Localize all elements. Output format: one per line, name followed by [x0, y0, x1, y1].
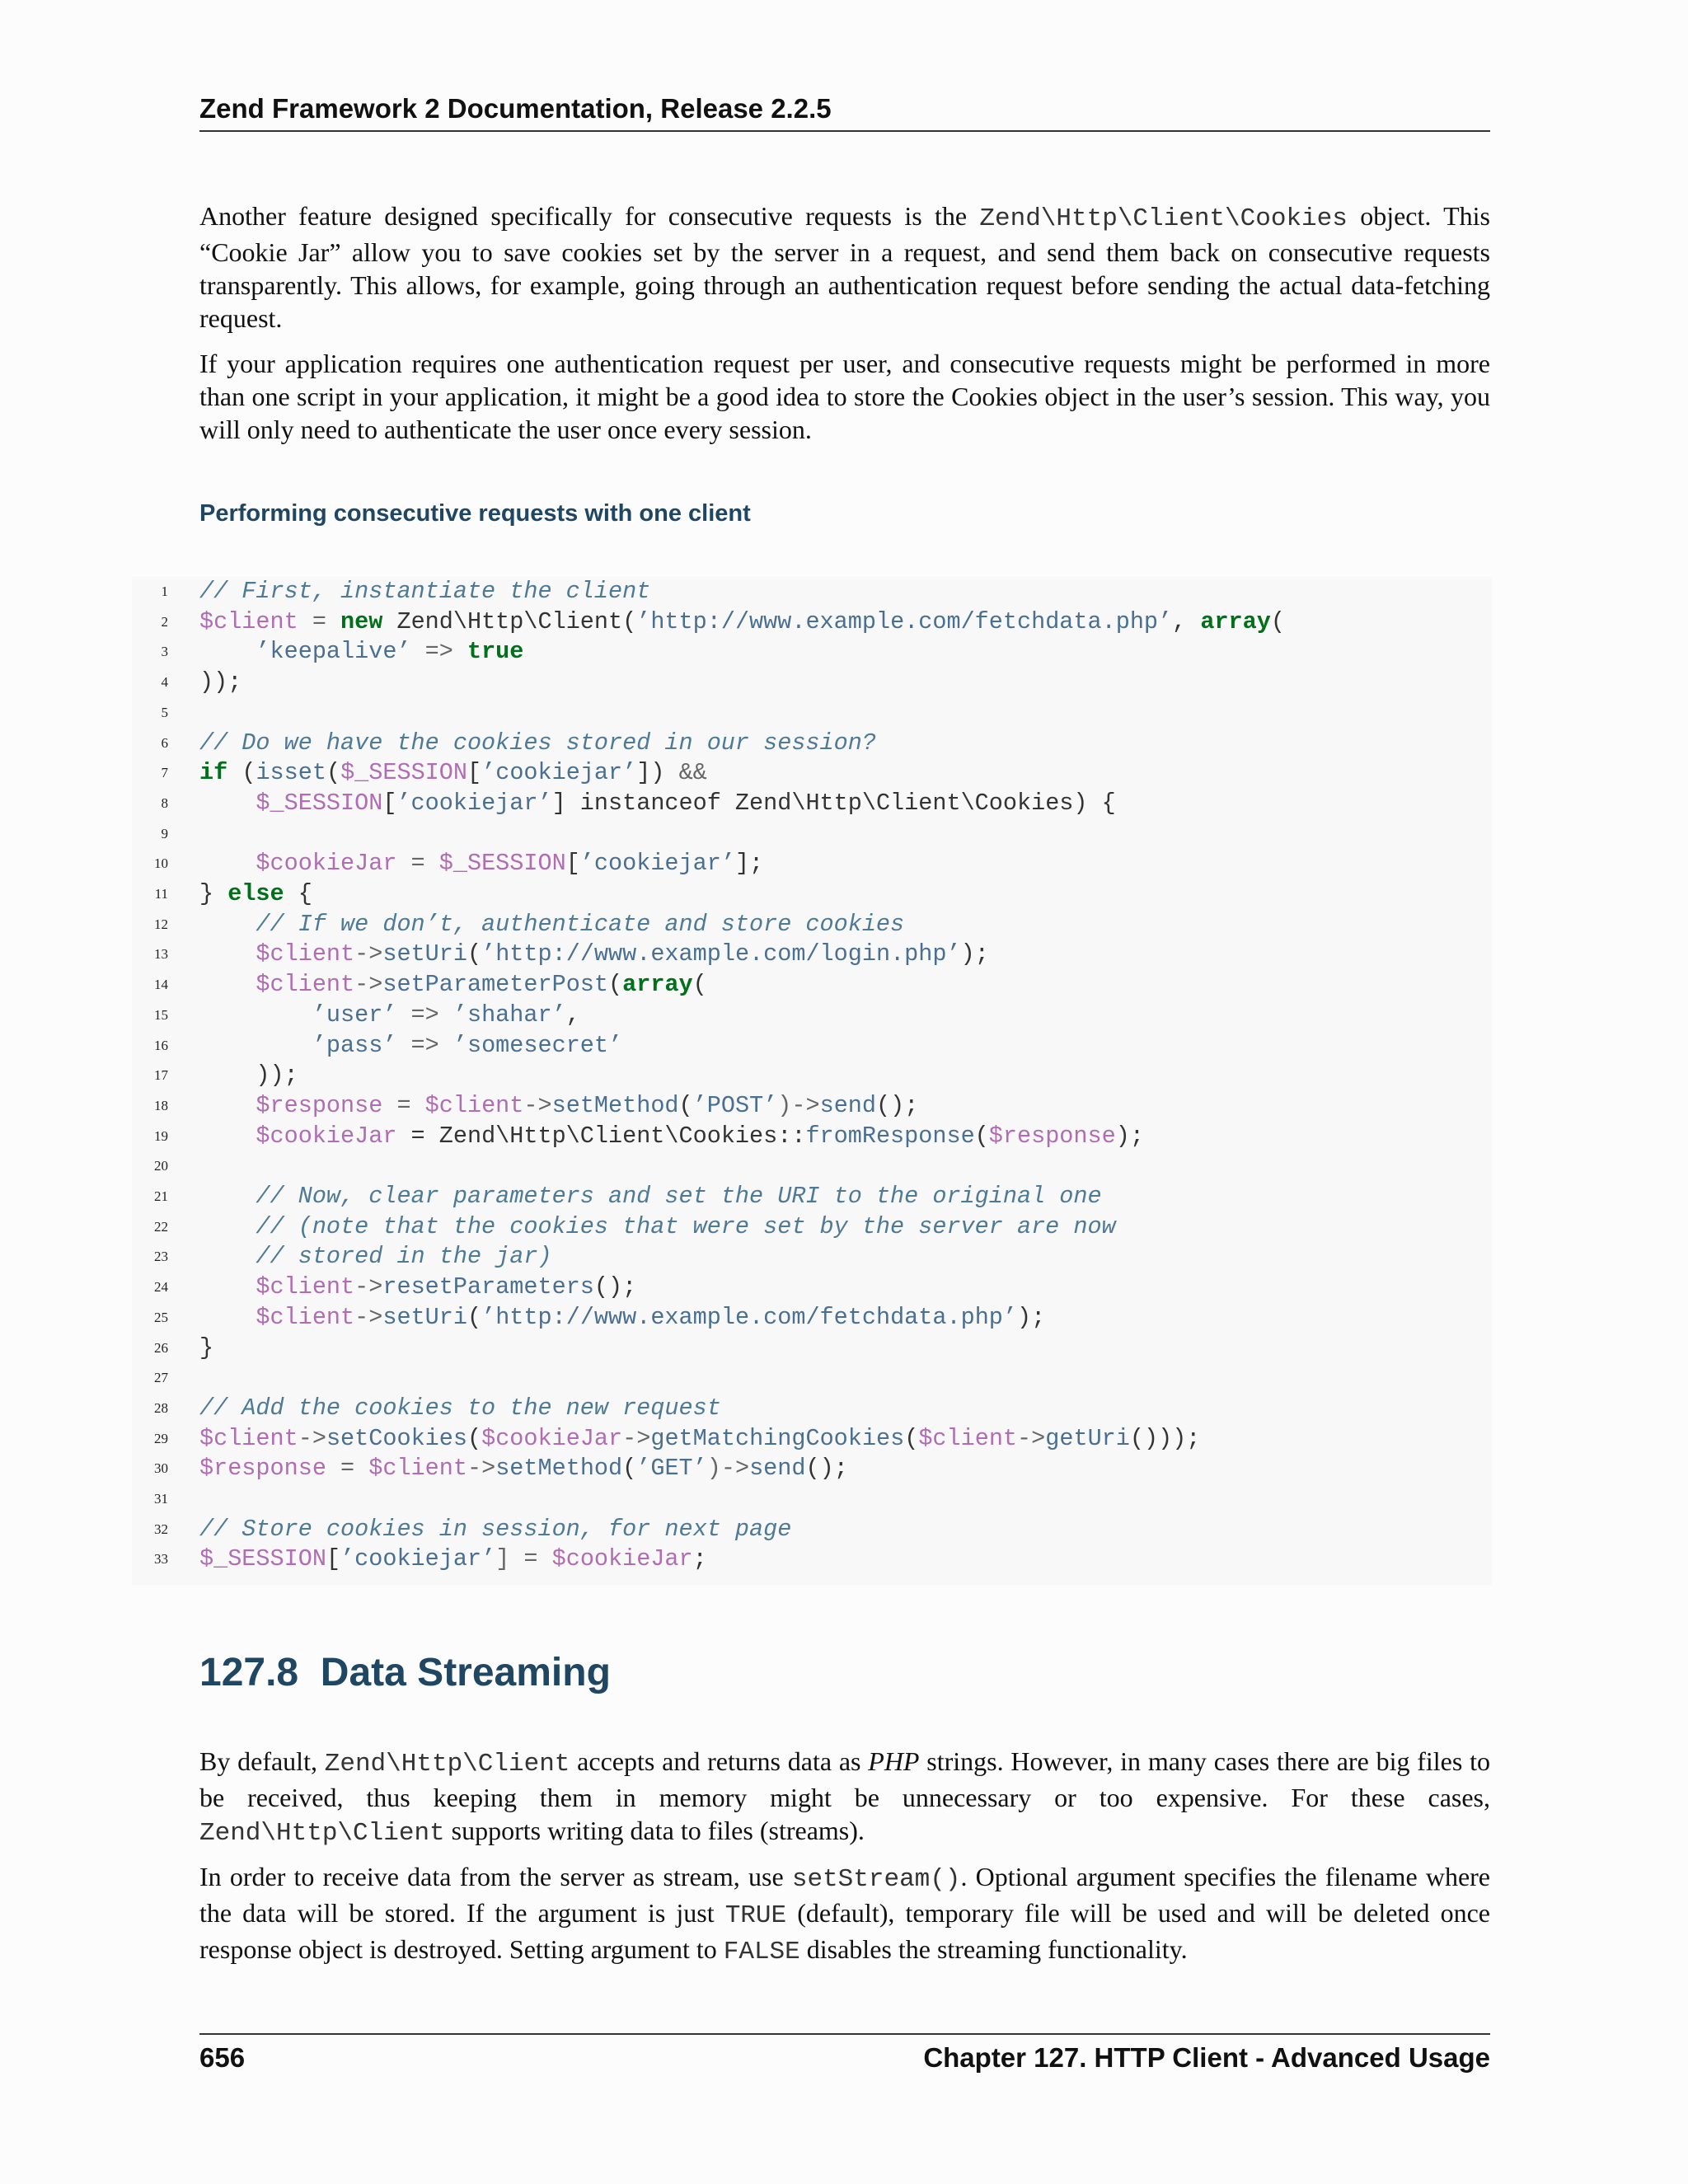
code-text: $client->setCookies($cookieJar->getMatchingCookies($client->getUri()));	[199, 1424, 1201, 1452]
code-text: $response = $client->setMethod(’GET’)->send();	[199, 1455, 848, 1483]
line-number: 2	[161, 613, 168, 630]
code-text: // Add the cookies to the new request	[199, 1394, 721, 1422]
paragraph-text: accepts and returns data as	[570, 1746, 869, 1776]
paragraph-text: In order to receive data from the server as stream, use	[199, 1862, 792, 1891]
paragraph-text: disables the streaming functionality.	[799, 1934, 1188, 1964]
line-number: 16	[154, 1037, 168, 1053]
section-heading	[199, 1650, 611, 1695]
line-number: 28	[154, 1399, 168, 1416]
page-number: 656	[199, 2042, 246, 2073]
inline-code: FALSE	[723, 1938, 800, 1966]
line-number: 5	[161, 704, 168, 720]
code-text: // Store cookies in session, for next page	[199, 1515, 792, 1543]
line-number: 10	[154, 855, 168, 872]
code-text: $_SESSION[’cookiejar’] = $cookieJar;	[199, 1545, 707, 1573]
line-number: 17	[154, 1067, 168, 1084]
code-text: // Do we have the cookies stored in our session?	[199, 729, 876, 757]
code-text: $client = new Zend\Http\Client(’http://www.example.com/fetchdata.php’, array(	[199, 607, 1285, 635]
line-number: 26	[154, 1339, 168, 1356]
paragraph-text: (default), temporary file will be used and will be deleted once response object is destroyed. Setting argument to	[199, 1898, 1491, 1964]
line-number: 6	[161, 734, 168, 751]
emphasis-text: PHP	[868, 1746, 920, 1776]
code-text: ’user’ => ’shahar’,	[199, 1001, 580, 1029]
line-number: 3	[161, 644, 168, 660]
paragraph-set-stream	[199, 1860, 1490, 1969]
paragraph-text: strings. However, in many cases there are big files to be received, thus keeping them in memory might be unnecessary or too expensive. For these cases,	[199, 1746, 1491, 1812]
paragraph-text: By default,	[199, 1746, 325, 1776]
line-number: 27	[154, 1370, 168, 1386]
line-number: 25	[154, 1309, 168, 1325]
paragraph-session: If your application requires one authentication request per user, and consecutive requests might be performed in more than one script in your application, it might be a good idea to store the Cookies object in the user’s session. This way, you will only need to authenticate the user once every session.	[199, 349, 1490, 444]
line-number: 7	[161, 765, 168, 781]
code-text: $_SESSION[’cookiejar’] instanceof Zend\Http\Client\Cookies) {	[199, 789, 1116, 817]
code-block	[132, 577, 1492, 1585]
code-text: $client->resetParameters();	[199, 1273, 637, 1301]
line-number: 19	[154, 1127, 168, 1144]
paragraph-cookie-jar	[199, 199, 1490, 335]
inline-code: TRUE	[724, 1901, 787, 1930]
line-number: 22	[154, 1218, 168, 1235]
inline-code: Zend\Http\Client	[324, 1750, 570, 1779]
code-text: ));	[199, 1062, 298, 1090]
line-number: 9	[161, 825, 168, 841]
code-text: // (note that the cookies that were set by the server are now	[199, 1212, 1116, 1240]
line-number: 32	[154, 1521, 168, 1537]
line-number: 4	[161, 674, 168, 691]
line-number: 15	[154, 1006, 168, 1023]
footer-divider	[199, 2033, 1490, 2035]
inline-code: Zend\Http\Client	[199, 1819, 445, 1848]
line-number: 1	[161, 583, 168, 599]
code-text: // Now, clear parameters and set the URI to the original one	[199, 1183, 1102, 1210]
code-text: $client->setUri(’http://www.example.com/login.php’);	[199, 940, 989, 968]
line-number: 12	[154, 916, 168, 932]
line-number: 8	[161, 794, 168, 811]
paragraph-text: object. This “Cookie Jar” allow you to save cookies set by the server in a request, and send them back on consecutive requests transparently. This allows, for example, going through an authentication request before sending the actual data-fetching request.	[199, 201, 1491, 333]
code-text: $cookieJar = $_SESSION[’cookiejar’];	[199, 850, 764, 878]
line-number: 33	[154, 1551, 168, 1568]
code-text: $cookieJar = Zend\Http\Client\Cookies::fromResponse($response);	[199, 1122, 1144, 1150]
line-number: 23	[154, 1249, 168, 1265]
code-text: } else {	[199, 880, 312, 907]
code-text: ’keepalive’ => true	[199, 638, 524, 666]
code-text: $response = $client->setMethod(’POST’)->send();	[199, 1091, 919, 1119]
paragraph-text: supports writing data to files (streams).	[444, 1816, 865, 1845]
line-number: 24	[154, 1279, 168, 1296]
code-text: if (isset($_SESSION[’cookiejar’]) &&	[199, 759, 707, 787]
line-number: 30	[154, 1460, 168, 1477]
section-number: 127.8	[199, 1651, 299, 1694]
code-text: // stored in the jar)	[199, 1243, 552, 1271]
code-text: // If we don’t, authenticate and store cookies	[199, 910, 905, 938]
running-header: Zend Framework 2 Documentation, Release 2.2.5	[199, 91, 1490, 132]
line-number: 13	[154, 946, 168, 963]
inline-code: Zend\Http\Client\Cookies	[979, 204, 1348, 233]
line-number: 21	[154, 1188, 168, 1204]
line-number: 14	[154, 977, 168, 993]
code-text: $client->setParameterPost(array(	[199, 971, 707, 999]
code-text: // First, instantiate the client	[199, 578, 651, 605]
code-text: ));	[199, 668, 242, 696]
paragraph-text: Another feature designed specifically for consecutive requests is the	[199, 201, 980, 231]
line-number: 11	[154, 886, 168, 902]
paragraph-text: . Optional argument specifies the filename where the data will be stored. If the argument is just	[199, 1862, 1491, 1928]
code-caption: Performing consecutive requests with one client	[199, 500, 751, 527]
paragraph-default-strings	[199, 1745, 1490, 1850]
line-number: 31	[154, 1491, 168, 1507]
inline-code: setStream()	[791, 1865, 961, 1894]
line-number: 20	[154, 1158, 168, 1174]
section-title: Data Streaming	[320, 1651, 611, 1694]
code-text: }	[199, 1333, 214, 1361]
code-text: $client->setUri(’http://www.example.com/fetchdata.php’);	[199, 1303, 1046, 1331]
line-number: 18	[154, 1097, 168, 1113]
line-number: 29	[154, 1430, 168, 1446]
code-text: ’pass’ => ’somesecret’	[199, 1031, 623, 1059]
chapter-footer: Chapter 127. HTTP Client - Advanced Usage	[923, 2042, 1490, 2073]
